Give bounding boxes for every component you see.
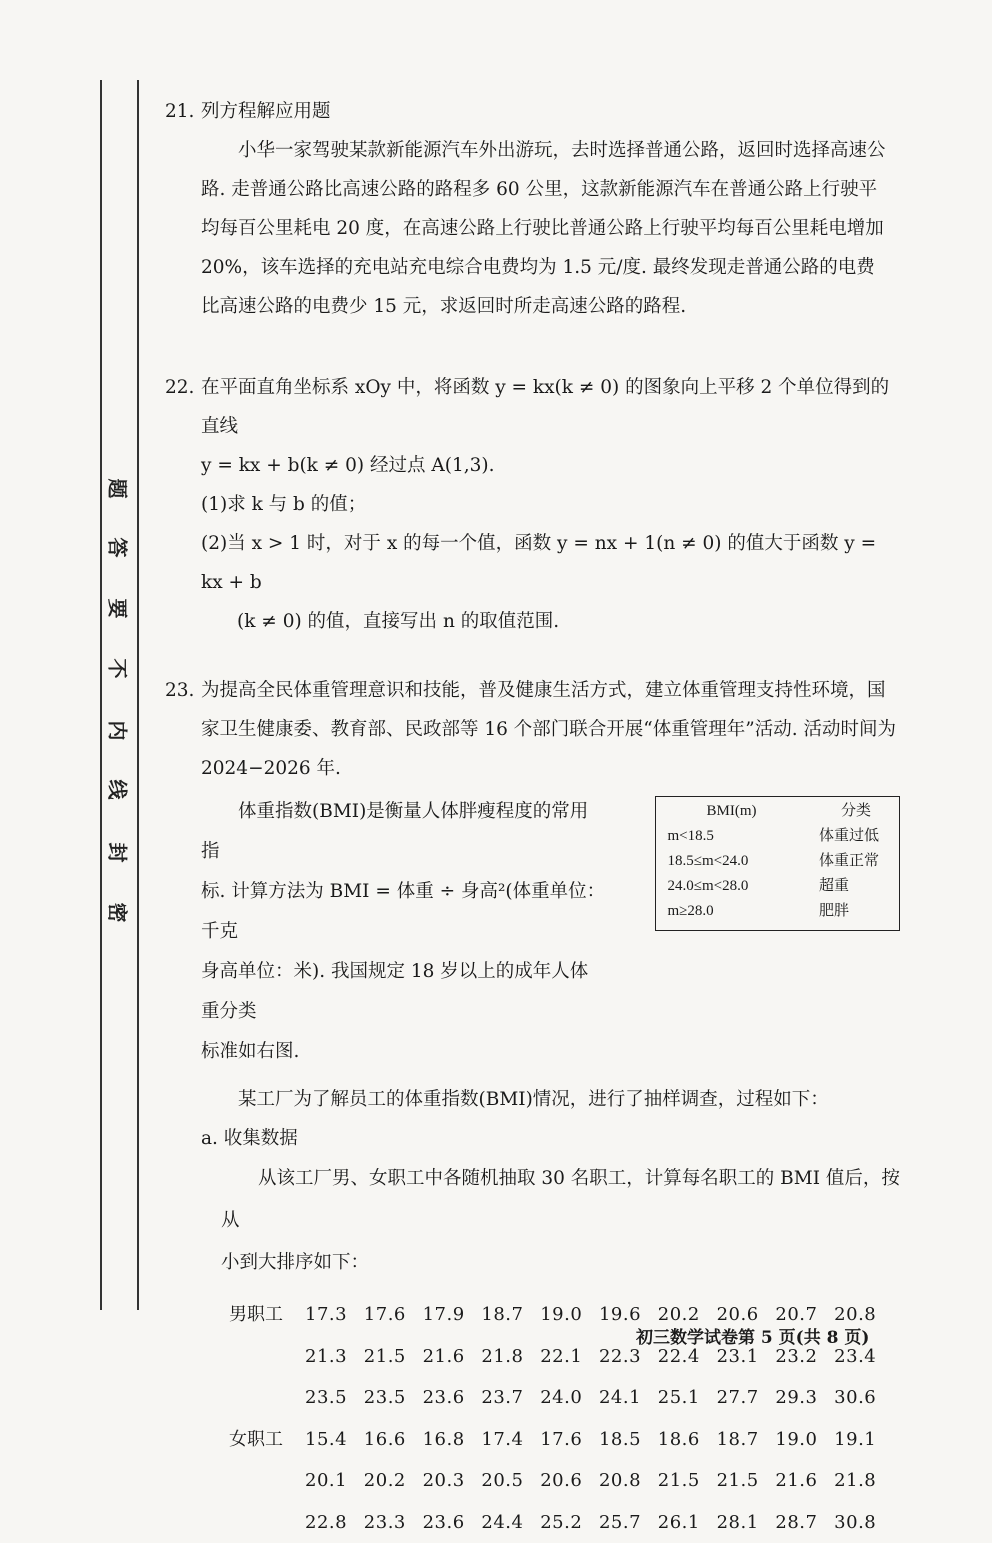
table-row: [229, 1377, 900, 1419]
question-number: 23.: [165, 671, 201, 710]
bmi-category: 体重过低: [819, 824, 893, 849]
bmi-section: [165, 792, 900, 1072]
group-label: 男职工: [229, 1295, 305, 1334]
margin-char: 内: [105, 720, 134, 742]
text-line: (k ≠ 0) 的值，直接写出 n 的取值范围.: [165, 602, 900, 641]
bmi-classification-table: [655, 796, 901, 931]
bmi-category: 肥胖: [819, 899, 893, 924]
data-cell: 22.1: [540, 1337, 599, 1376]
data-cell: 23.2: [775, 1337, 834, 1376]
table-row: [229, 1419, 900, 1461]
data-cell: 21.8: [481, 1337, 540, 1376]
data-cell: 18.7: [481, 1295, 540, 1334]
text-line: 身高单位：米). 我国规定 18 岁以上的成年人体重分类: [201, 952, 607, 1032]
text-line: y = kx + b(k ≠ 0) 经过点 A(1,3).: [165, 446, 900, 485]
step-a-heading: a. 收集数据: [165, 1119, 900, 1158]
sub-question-2: (2)当 x > 1 时，对于 x 的每一个值，函数 y = nx + 1(n ≠ 0) 的值大于函数 y = kx + b: [165, 524, 900, 602]
data-cell: 29.3: [775, 1378, 834, 1417]
table-row: [668, 849, 894, 874]
data-cell: 22.8: [305, 1503, 364, 1542]
question-22: [165, 368, 900, 641]
text-line: 均每百公里耗电 20 度，在高速公路上行驶比普通公路上行驶平均每百公里耗电增加: [201, 209, 900, 248]
text-line: 在平面直角坐标系 xOy 中，将函数 y = kx(k ≠ 0) 的图象向上平移 2 个单位得到的直线: [201, 368, 900, 446]
data-cell: 24.4: [481, 1503, 540, 1542]
data-cell: 17.9: [423, 1295, 482, 1334]
margin-char: 线: [105, 779, 134, 801]
margin-char: 答: [105, 537, 134, 559]
data-cell: 20.1: [305, 1461, 364, 1500]
text-line: 20%，该车选择的充电站充电综合电费均为 1.5 元/度. 最终发现走普通公路的电费: [201, 248, 900, 287]
data-cell: 23.5: [364, 1378, 423, 1417]
data-cell: 20.5: [481, 1461, 540, 1500]
text-line: 比高速公路的电费少 15 元，求返回时所走高速公路的路程.: [201, 287, 900, 326]
data-cell: 20.7: [775, 1295, 834, 1334]
table-row: [668, 824, 894, 849]
binding-line-right: [137, 80, 139, 1310]
binding-line-left: [100, 80, 102, 1310]
text-line: 路. 走普通公路比高速公路的路程多 60 公里，这款新能源汽车在普通公路上行驶平: [201, 170, 900, 209]
data-cell: 20.8: [599, 1461, 658, 1500]
data-cell: 19.1: [834, 1420, 893, 1459]
data-cell: 17.4: [481, 1420, 540, 1459]
data-cell: 28.7: [775, 1503, 834, 1542]
column-header: BMI(m): [668, 799, 796, 824]
bmi-range: m<18.5: [668, 824, 796, 849]
data-cell: 23.6: [423, 1503, 482, 1542]
question-23: [165, 671, 900, 1543]
data-cell: 24.0: [540, 1378, 599, 1417]
data-cell: 20.6: [540, 1461, 599, 1500]
data-cell: 19.0: [775, 1420, 834, 1459]
data-cell: 25.1: [658, 1378, 717, 1417]
data-cell: 26.1: [658, 1503, 717, 1542]
bmi-range: 18.5≤m<24.0: [668, 849, 796, 874]
text-line: 为提高全民体重管理意识和技能，普及健康生活方式，建立体重管理支持性环境，国: [201, 671, 886, 710]
text-line: 家卫生健康委、教育部、民政部等 16 个部门联合开展“体重管理年”活动. 活动时间为: [165, 710, 900, 749]
data-cell: 25.2: [540, 1503, 599, 1542]
text-line: 2024−2026 年.: [165, 749, 900, 788]
data-cell: 17.6: [364, 1295, 423, 1334]
data-cell: 17.3: [305, 1295, 364, 1334]
data-cell: 16.6: [364, 1420, 423, 1459]
data-cell: 21.6: [423, 1337, 482, 1376]
data-cell: 20.3: [423, 1461, 482, 1500]
data-cell: 23.6: [423, 1378, 482, 1417]
data-cell: 19.6: [599, 1295, 658, 1334]
question-title: 列方程解应用题: [201, 92, 331, 131]
data-cell: 21.5: [364, 1337, 423, 1376]
table-header: [668, 799, 894, 824]
data-cell: 23.1: [717, 1337, 776, 1376]
text-line: 从该工厂男、女职工中各随机抽取 30 名职工，计算每名职工的 BMI 值后，按从: [221, 1158, 900, 1242]
data-cell: 21.3: [305, 1337, 364, 1376]
data-cell: 23.4: [834, 1337, 893, 1376]
data-cell: 30.6: [834, 1378, 893, 1417]
data-cell: 23.3: [364, 1503, 423, 1542]
question-body: [165, 131, 900, 326]
data-cell: 21.8: [834, 1461, 893, 1500]
text-line: 小华一家驾驶某款新能源汽车外出游玩，去时选择普通公路，返回时选择高速公: [201, 131, 900, 170]
table-row: [229, 1460, 900, 1502]
margin-char: 题: [105, 478, 134, 500]
data-cell: 22.3: [599, 1337, 658, 1376]
page-footer: 初三数学试卷第 5 页(共 8 页): [636, 1323, 869, 1348]
table-row: [668, 874, 894, 899]
data-cell: 28.1: [717, 1503, 776, 1542]
data-cell: 20.8: [834, 1295, 893, 1334]
data-cell: 21.5: [717, 1461, 776, 1500]
data-cell: 21.6: [775, 1461, 834, 1500]
data-cell: 24.1: [599, 1378, 658, 1417]
data-cell: 21.5: [658, 1461, 717, 1500]
data-cell: 27.7: [717, 1378, 776, 1417]
data-cell: 25.7: [599, 1503, 658, 1542]
margin-char: 封: [105, 842, 134, 864]
data-cell: 23.7: [481, 1378, 540, 1417]
collect-description: [165, 1158, 900, 1284]
data-cell: 19.0: [540, 1295, 599, 1334]
data-cell: 18.6: [658, 1420, 717, 1459]
bmi-range: m≥28.0: [668, 899, 796, 924]
data-cell: 20.2: [364, 1461, 423, 1500]
question-number: 22.: [165, 368, 201, 446]
data-cell: 20.6: [717, 1295, 776, 1334]
column-header: 分类: [819, 799, 893, 824]
bmi-description: [201, 792, 607, 1072]
margin-char: 要: [105, 598, 134, 620]
data-cell: 30.8: [834, 1503, 893, 1542]
table-row: [229, 1502, 900, 1543]
bmi-range: 24.0≤m<28.0: [668, 874, 796, 899]
sub-question-1: (1)求 k 与 b 的值；: [165, 485, 900, 524]
question-number: 21.: [165, 92, 201, 131]
bmi-category: 体重正常: [819, 849, 893, 874]
data-cell: 20.2: [658, 1295, 717, 1334]
data-cell: 22.4: [658, 1337, 717, 1376]
text-line: 体重指数(BMI)是衡量人体胖瘦程度的常用指: [201, 792, 607, 872]
table-row: [668, 899, 894, 924]
question-21: [165, 92, 900, 326]
margin-char: 密: [105, 902, 134, 924]
text-line: 某工厂为了解员工的体重指数(BMI)情况，进行了抽样调查，过程如下：: [165, 1080, 900, 1119]
data-cell: 23.5: [305, 1378, 364, 1417]
text-line: 小到大排序如下：: [221, 1242, 900, 1284]
data-cell: 15.4: [305, 1420, 364, 1459]
text-line: 标准如右图.: [201, 1032, 607, 1072]
data-cell: 17.6: [540, 1420, 599, 1459]
group-label: 女职工: [229, 1420, 305, 1459]
text-line: 标. 计算方法为 BMI = 体重 ÷ 身高²(体重单位：千克: [201, 872, 607, 952]
data-cell: 18.7: [717, 1420, 776, 1459]
bmi-category: 超重: [819, 874, 893, 899]
margin-char: 不: [105, 658, 134, 680]
data-cell: 16.8: [423, 1420, 482, 1459]
data-cell: 18.5: [599, 1420, 658, 1459]
